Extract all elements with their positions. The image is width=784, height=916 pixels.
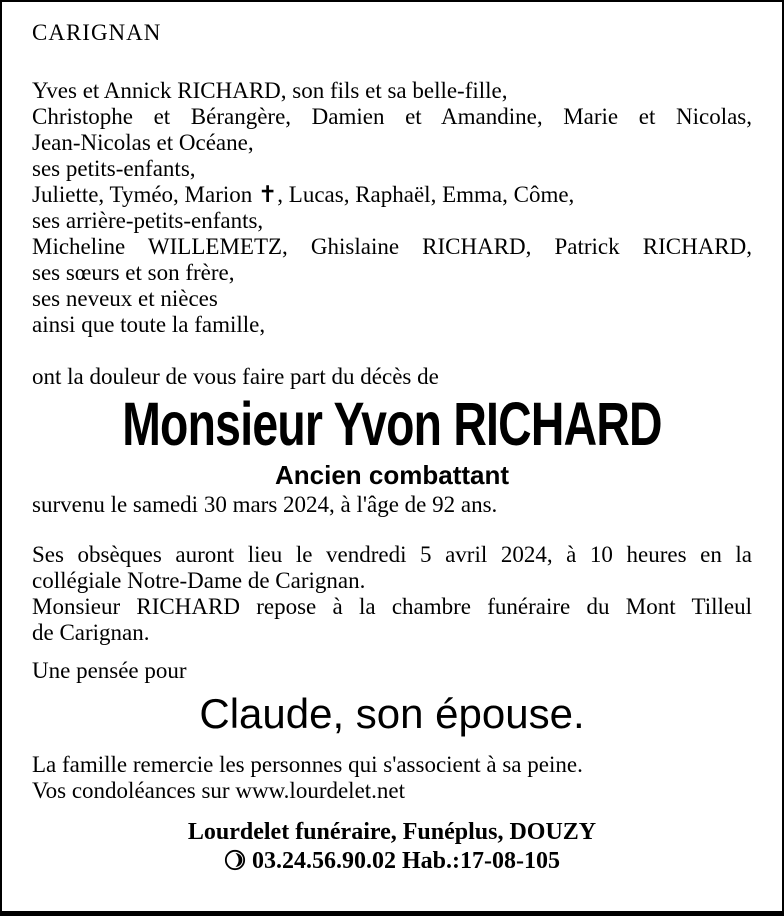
habilitation-number: Hab.:17-08-105 [402,848,560,874]
family-line-text: , Lucas, Raphaël, Emma, Côme, [277,182,575,207]
family-line: ainsi que toute la famille, [32,312,266,337]
family-line: ses neveux et nièces [32,286,218,311]
family-line [32,182,752,208]
family-line: ses arrière-petits-enfants, [32,208,264,233]
death-date-line: survenu le samedi 30 mars 2024, à l'âge de 92 ans. [32,492,498,517]
funeral-line: collégiale Notre-Dame de Carignan. [32,568,366,593]
family-line-text: Juliette, Tyméo, Marion [32,182,259,207]
thanks-line: La famille remercie les personnes qui s'associent à sa peine. [32,752,583,777]
funeral-line: Monsieur RICHARD repose à la chambre funéraire du Mont Tilleul [32,594,752,619]
funeral-line: Ses obsèques auront lieu le vendredi 5 avril 2024, à 10 heures en la [32,542,752,567]
tribute-intro: Une pensée pour [32,658,187,683]
family-line: ses sœurs et son frère, [32,260,235,285]
city-heading: CARIGNAN [32,20,162,45]
family-list [32,78,752,338]
funeral-details [32,542,752,646]
latin-cross-icon: ✝ [258,182,278,208]
distinction-subtitle: Ancien combattant [274,460,510,490]
funeral-home-footer [32,818,752,876]
funeral-home-line: Lourdelet funéraire, Funéplus, DOUZY [187,819,597,845]
family-line: ses petits-enfants, [32,156,196,181]
family-line: Yves et Annick RICHARD, son fils et sa belle-fille, [32,78,508,103]
phone-circle-icon [224,849,246,871]
condolences-line: Vos condoléances sur www.lourdelet.net [32,778,406,803]
family-line: Jean-Nicolas et Océane, [32,130,254,155]
deceased-name: Monsieur Yvon RICHARD [122,390,662,458]
family-line: Micheline WILLEMETZ, Ghislaine RICHARD, Patrick RICHARD, [32,234,752,259]
phone-line [32,847,752,876]
thanks-section [32,752,752,804]
announcement-line: ont la douleur de vous faire part du décès de [32,364,439,389]
family-line: Christophe et Bérangère, Damien et Amandine, Marie et Nicolas, [32,104,752,129]
phone-number: 03.24.56.90.02 [252,848,396,874]
spouse-dedication: Claude, son épouse. [199,690,585,737]
funeral-line: de Carignan. [32,620,150,645]
